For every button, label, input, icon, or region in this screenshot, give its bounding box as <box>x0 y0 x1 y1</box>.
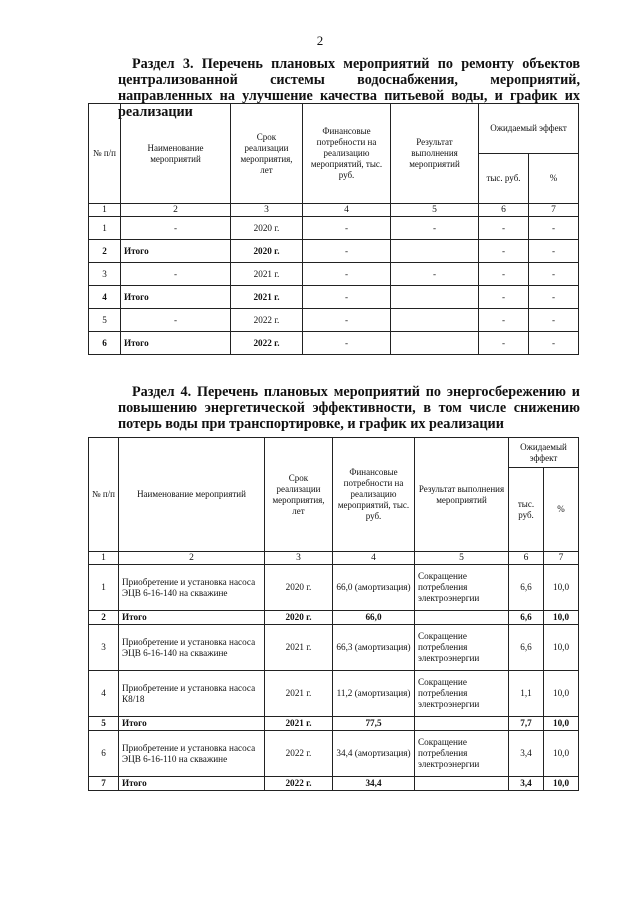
row-year: 2020 г. <box>231 217 303 240</box>
row-num: 7 <box>89 777 119 791</box>
row-pct: 10,0 <box>544 777 579 791</box>
col-header-finance: Финансовые потребности на реализацию мероприятий, тыс. руб. <box>303 104 391 204</box>
row-pct: - <box>529 263 579 286</box>
col-number: 5 <box>415 552 509 565</box>
table-row-total <box>89 717 579 731</box>
row-num: 1 <box>89 565 119 611</box>
row-finance: 66,0 <box>333 611 415 625</box>
col-number: 2 <box>121 204 231 217</box>
table-row-total <box>89 777 579 791</box>
row-rub: 1,1 <box>509 671 544 717</box>
row-name: Итого <box>119 777 265 791</box>
col-header-num: № п/п <box>89 104 121 204</box>
col-number: 5 <box>391 204 479 217</box>
col-header-result: Результат выполнения мероприятий <box>391 104 479 204</box>
col-number: 6 <box>509 552 544 565</box>
table-row <box>89 731 579 777</box>
row-pct: - <box>529 240 579 263</box>
row-finance: - <box>303 286 391 309</box>
row-result <box>415 777 509 791</box>
row-result: Сокращение потребления электроэнергии <box>415 565 509 611</box>
table-row <box>89 263 579 286</box>
row-num: 3 <box>89 625 119 671</box>
col-number: 4 <box>333 552 415 565</box>
row-pct: 10,0 <box>544 611 579 625</box>
row-name: Итого <box>121 286 231 309</box>
row-rub: 6,6 <box>509 611 544 625</box>
col-header-result: Результат выполнения мероприятий <box>415 438 509 552</box>
row-num: 6 <box>89 731 119 777</box>
col-header-num: № п/п <box>89 438 119 552</box>
table-row-total <box>89 286 579 309</box>
row-num: 2 <box>89 611 119 625</box>
row-name: Приобретение и установка насоса ЭЦВ 6-16-110 на скважине <box>119 731 265 777</box>
col-number: 7 <box>544 552 579 565</box>
column-number-row <box>89 552 579 565</box>
row-year: 2021 г. <box>231 263 303 286</box>
row-pct: - <box>529 309 579 332</box>
row-finance: - <box>303 263 391 286</box>
table-row <box>89 671 579 717</box>
row-result: Сокращение потребления электроэнергии <box>415 731 509 777</box>
row-num: 6 <box>89 332 121 355</box>
row-year: 2020 г. <box>265 611 333 625</box>
section4-table <box>88 437 579 791</box>
row-name: Приобретение и установка насоса ЭЦВ 6-16-140 на скважине <box>119 625 265 671</box>
row-pct: 10,0 <box>544 625 579 671</box>
row-finance: 66,0 (амортизация) <box>333 565 415 611</box>
row-finance: 66,3 (амортизация) <box>333 625 415 671</box>
row-rub: 6,6 <box>509 625 544 671</box>
row-name: - <box>121 309 231 332</box>
table-row-total <box>89 240 579 263</box>
row-year: 2022 г. <box>231 309 303 332</box>
col-number: 3 <box>231 204 303 217</box>
row-name: - <box>121 263 231 286</box>
row-rub: 7,7 <box>509 717 544 731</box>
row-finance: 34,4 (амортизация) <box>333 731 415 777</box>
row-name: Итого <box>121 332 231 355</box>
row-name: Приобретение и установка насоса К8/18 <box>119 671 265 717</box>
col-number: 6 <box>479 204 529 217</box>
row-result: - <box>391 217 479 240</box>
row-result: Сокращение потребления электроэнергии <box>415 671 509 717</box>
row-rub: - <box>479 217 529 240</box>
page-number: 2 <box>316 33 324 48</box>
col-header-name: Наименование мероприятий <box>119 438 265 552</box>
row-finance: - <box>303 332 391 355</box>
col-number: 1 <box>89 204 121 217</box>
col-header-name: Наименование мероприятий <box>121 104 231 204</box>
row-year: 2022 г. <box>231 332 303 355</box>
row-result <box>391 309 479 332</box>
col-header-effect-pct: % <box>544 468 579 552</box>
row-pct: 10,0 <box>544 717 579 731</box>
table-row <box>89 565 579 611</box>
col-number: 2 <box>119 552 265 565</box>
col-number: 7 <box>529 204 579 217</box>
row-finance: - <box>303 309 391 332</box>
row-num: 1 <box>89 217 121 240</box>
col-header-finance: Финансовые потребности на реализацию мероприятий, тыс. руб. <box>333 438 415 552</box>
row-year: 2021 г. <box>265 625 333 671</box>
row-year: 2021 г. <box>231 286 303 309</box>
row-year: 2020 г. <box>265 565 333 611</box>
col-header-effect: Ожидаемый эффект <box>509 438 579 468</box>
row-name: Итого <box>121 240 231 263</box>
table-row <box>89 625 579 671</box>
row-result <box>391 240 479 263</box>
row-finance: - <box>303 240 391 263</box>
section4-heading: Раздел 4. Перечень плановых мероприятий по энергосбережению и повышению энергетической эффективности, в том числе снижению потерь воды при транспортировке, и график их реализации <box>118 384 580 432</box>
row-result: Сокращение потребления электроэнергии <box>415 625 509 671</box>
row-finance: 34,4 <box>333 777 415 791</box>
col-number: 4 <box>303 204 391 217</box>
row-result <box>391 286 479 309</box>
column-number-row <box>89 204 579 217</box>
row-rub: - <box>479 332 529 355</box>
row-finance: 77,5 <box>333 717 415 731</box>
row-name: - <box>121 217 231 240</box>
col-number: 3 <box>265 552 333 565</box>
row-rub: 3,4 <box>509 777 544 791</box>
row-rub: - <box>479 240 529 263</box>
row-pct: - <box>529 217 579 240</box>
col-header-term: Срок реализации мероприятия, лет <box>265 438 333 552</box>
row-num: 2 <box>89 240 121 263</box>
row-year: 2022 г. <box>265 777 333 791</box>
col-header-effect-pct: % <box>529 154 579 204</box>
table-row-total <box>89 611 579 625</box>
row-pct: 10,0 <box>544 565 579 611</box>
row-year: 2022 г. <box>265 731 333 777</box>
row-result <box>415 611 509 625</box>
row-pct: - <box>529 332 579 355</box>
row-rub: - <box>479 286 529 309</box>
table-row-total <box>89 332 579 355</box>
col-header-effect: Ожидаемый эффект <box>479 104 579 154</box>
col-header-effect-rub: тыс. руб. <box>509 468 544 552</box>
row-rub: 3,4 <box>509 731 544 777</box>
table-row <box>89 217 579 240</box>
row-rub: - <box>479 263 529 286</box>
row-rub: - <box>479 309 529 332</box>
row-num: 4 <box>89 286 121 309</box>
row-num: 5 <box>89 717 119 731</box>
row-result: - <box>391 263 479 286</box>
row-pct: 10,0 <box>544 731 579 777</box>
col-header-effect-rub: тыс. руб. <box>479 154 529 204</box>
section3-table <box>88 103 579 355</box>
col-number: 1 <box>89 552 119 565</box>
row-num: 3 <box>89 263 121 286</box>
row-result <box>415 717 509 731</box>
row-pct: - <box>529 286 579 309</box>
row-name: Итого <box>119 717 265 731</box>
row-result <box>391 332 479 355</box>
section3-heading: Раздел 3. Перечень плановых мероприятий по ремонту объектов централизованной системы водоснабжения, мероприятий, направленных на улучшение качества питьевой воды, и график их реализации <box>118 56 580 120</box>
row-num: 5 <box>89 309 121 332</box>
row-year: 2021 г. <box>265 717 333 731</box>
row-name: Приобретение и установка насоса ЭЦВ 6-16-140 на скважине <box>119 565 265 611</box>
row-finance: 11,2 (амортизация) <box>333 671 415 717</box>
row-finance: - <box>303 217 391 240</box>
row-pct: 10,0 <box>544 671 579 717</box>
row-year: 2021 г. <box>265 671 333 717</box>
row-year: 2020 г. <box>231 240 303 263</box>
col-header-term: Срок реализации мероприятия, лет <box>231 104 303 204</box>
row-rub: 6,6 <box>509 565 544 611</box>
table-row <box>89 309 579 332</box>
row-num: 4 <box>89 671 119 717</box>
row-name: Итого <box>119 611 265 625</box>
